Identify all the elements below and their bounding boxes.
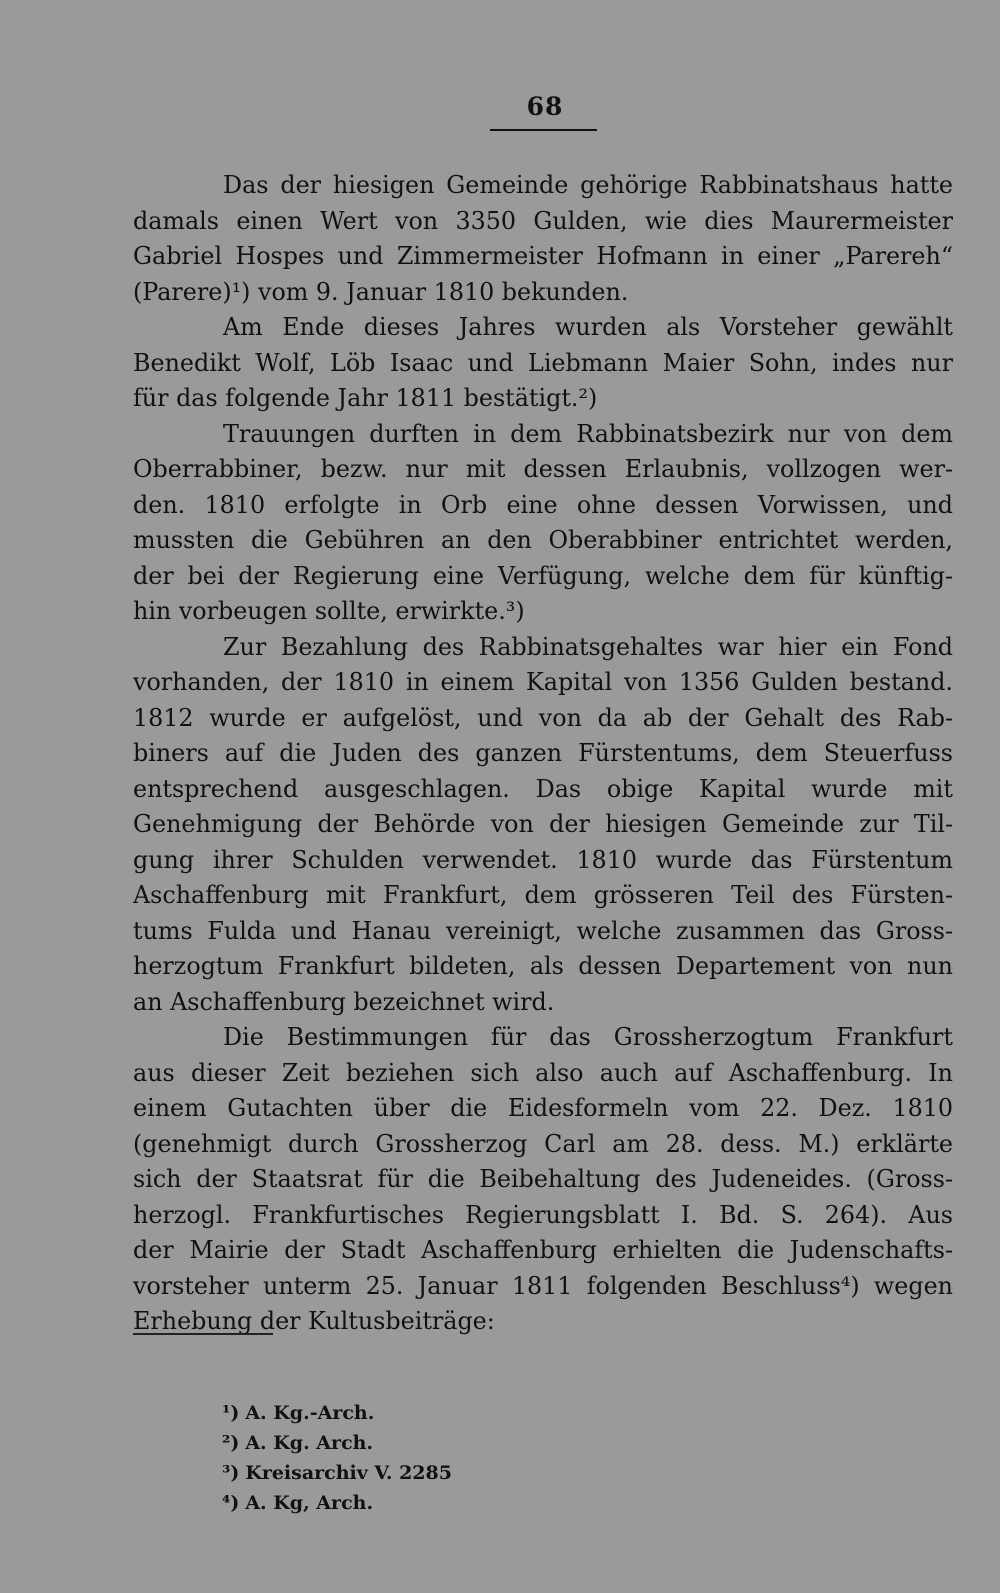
- footnote-4: [222, 1488, 452, 1518]
- text-line: hin vorbeugen sollte, erwirkte.³): [133, 597, 525, 625]
- footnote-marker: ¹): [222, 1402, 240, 1424]
- text-line: tums Fulda und Hanau vereinigt, welche zusammen das Gross-: [133, 916, 953, 945]
- footnote-text: A. Kg, Arch.: [245, 1492, 374, 1514]
- text-line: herzogtum Frankfurt bildeten, als dessen Departement von nun: [133, 952, 953, 980]
- text-line: für das folgende Jahr 1811 bestätigt.²): [133, 384, 598, 412]
- text-line: biners auf die Juden des ganzen Fürstentums, dem Steuerfuss: [133, 739, 953, 767]
- text-line: vorsteher unterm 25. Januar 1811 folgenden Beschluss⁴) wegen: [133, 1271, 953, 1300]
- footnote-1: [222, 1398, 452, 1428]
- text-line: einem Gutachten über die Eidesformeln vom 22. Dez. 1810: [133, 1094, 953, 1122]
- text-line: (Parere)¹) vom 9. Januar 1810 bekunden.: [133, 277, 629, 306]
- body-text: [133, 168, 953, 1340]
- text-line: 1812 wurde er aufgelöst, und von da ab der Gehalt des Rab-: [133, 703, 953, 732]
- page-number-rule: [490, 129, 597, 131]
- footnote-text: A. Kg. Arch.: [245, 1432, 374, 1454]
- text-line: Das der hiesigen Gemeinde gehörige Rabbinatshaus hatte: [223, 171, 953, 199]
- text-line: der Mairie der Stadt Aschaffenburg erhielten die Judenschafts-: [133, 1236, 953, 1264]
- text-line: Trauungen durften in dem Rabbinatsbezirk nur von dem: [223, 419, 953, 448]
- text-line: Aschaffenburg mit Frankfurt, dem grösseren Teil des Fürsten-: [133, 881, 953, 909]
- text-line: herzogl. Frankfurtisches Regierungsblatt I. Bd. S. 264). Aus: [133, 1200, 953, 1229]
- footnote-marker: ³): [222, 1462, 240, 1484]
- footnote-3: [222, 1458, 452, 1488]
- footnote-marker: ⁴): [222, 1492, 240, 1514]
- text-line: Genehmigung der Behörde von der hiesigen Gemeinde zur Til-: [133, 810, 953, 838]
- text-line: damals einen Wert von 3350 Gulden, wie dies Maurermeister: [133, 206, 953, 235]
- text-line: Am Ende dieses Jahres wurden als Vorsteher gewählt: [223, 313, 953, 341]
- footnote-text: A. Kg.-Arch.: [245, 1402, 375, 1424]
- text-line: vorhanden, der 1810 in einem Kapital von 1356 Gulden bestand.: [133, 668, 953, 696]
- text-line: der bei der Regierung eine Verfügung, welche dem für künftig-: [133, 561, 953, 590]
- text-line: Gabriel Hospes und Zimmermeister Hofmann in einer „Parereh“: [133, 242, 953, 270]
- page-number: 68: [526, 92, 564, 121]
- text-line: gung ihrer Schulden verwendet. 1810 wurde das Fürstentum: [133, 845, 953, 874]
- text-line: Die Bestimmungen für das Grossherzogtum Frankfurt: [223, 1023, 953, 1051]
- text-line: Benedikt Wolf, Löb Isaac und Liebmann Maier Sohn, indes nur: [133, 348, 953, 377]
- text-line: den. 1810 erfolgte in Orb eine ohne dessen Vorwissen, und: [133, 490, 953, 519]
- text-line: sich der Staatsrat für die Beibehaltung des Judeneides. (Gross-: [133, 1165, 953, 1193]
- footnotes: [222, 1398, 452, 1518]
- footnote-2: [222, 1428, 452, 1458]
- text-line: aus dieser Zeit beziehen sich also auch auf Aschaffenburg. In: [133, 1058, 953, 1087]
- footnote-divider: [133, 1333, 273, 1335]
- text-line: Erhebung der Kultusbeiträge:: [133, 1307, 495, 1335]
- text-line: an Aschaffenburg bezeichnet wird.: [133, 987, 555, 1016]
- text-line: (genehmigt durch Grossherzog Carl am 28. dess. M.) erklärte: [133, 1129, 953, 1158]
- text-line: mussten die Gebühren an den Oberabbiner entrichtet werden,: [133, 526, 953, 554]
- footnote-marker: ²): [222, 1432, 240, 1454]
- text-line: Zur Bezahlung des Rabbinatsgehaltes war hier ein Fond: [223, 632, 953, 661]
- text-line: Oberrabbiner, bezw. nur mit dessen Erlaubnis, vollzogen wer-: [133, 455, 953, 483]
- text-line: entsprechend ausgeschlagen. Das obige Kapital wurde mit: [133, 774, 953, 803]
- footnote-text: Kreisarchiv V. 2285: [245, 1462, 452, 1484]
